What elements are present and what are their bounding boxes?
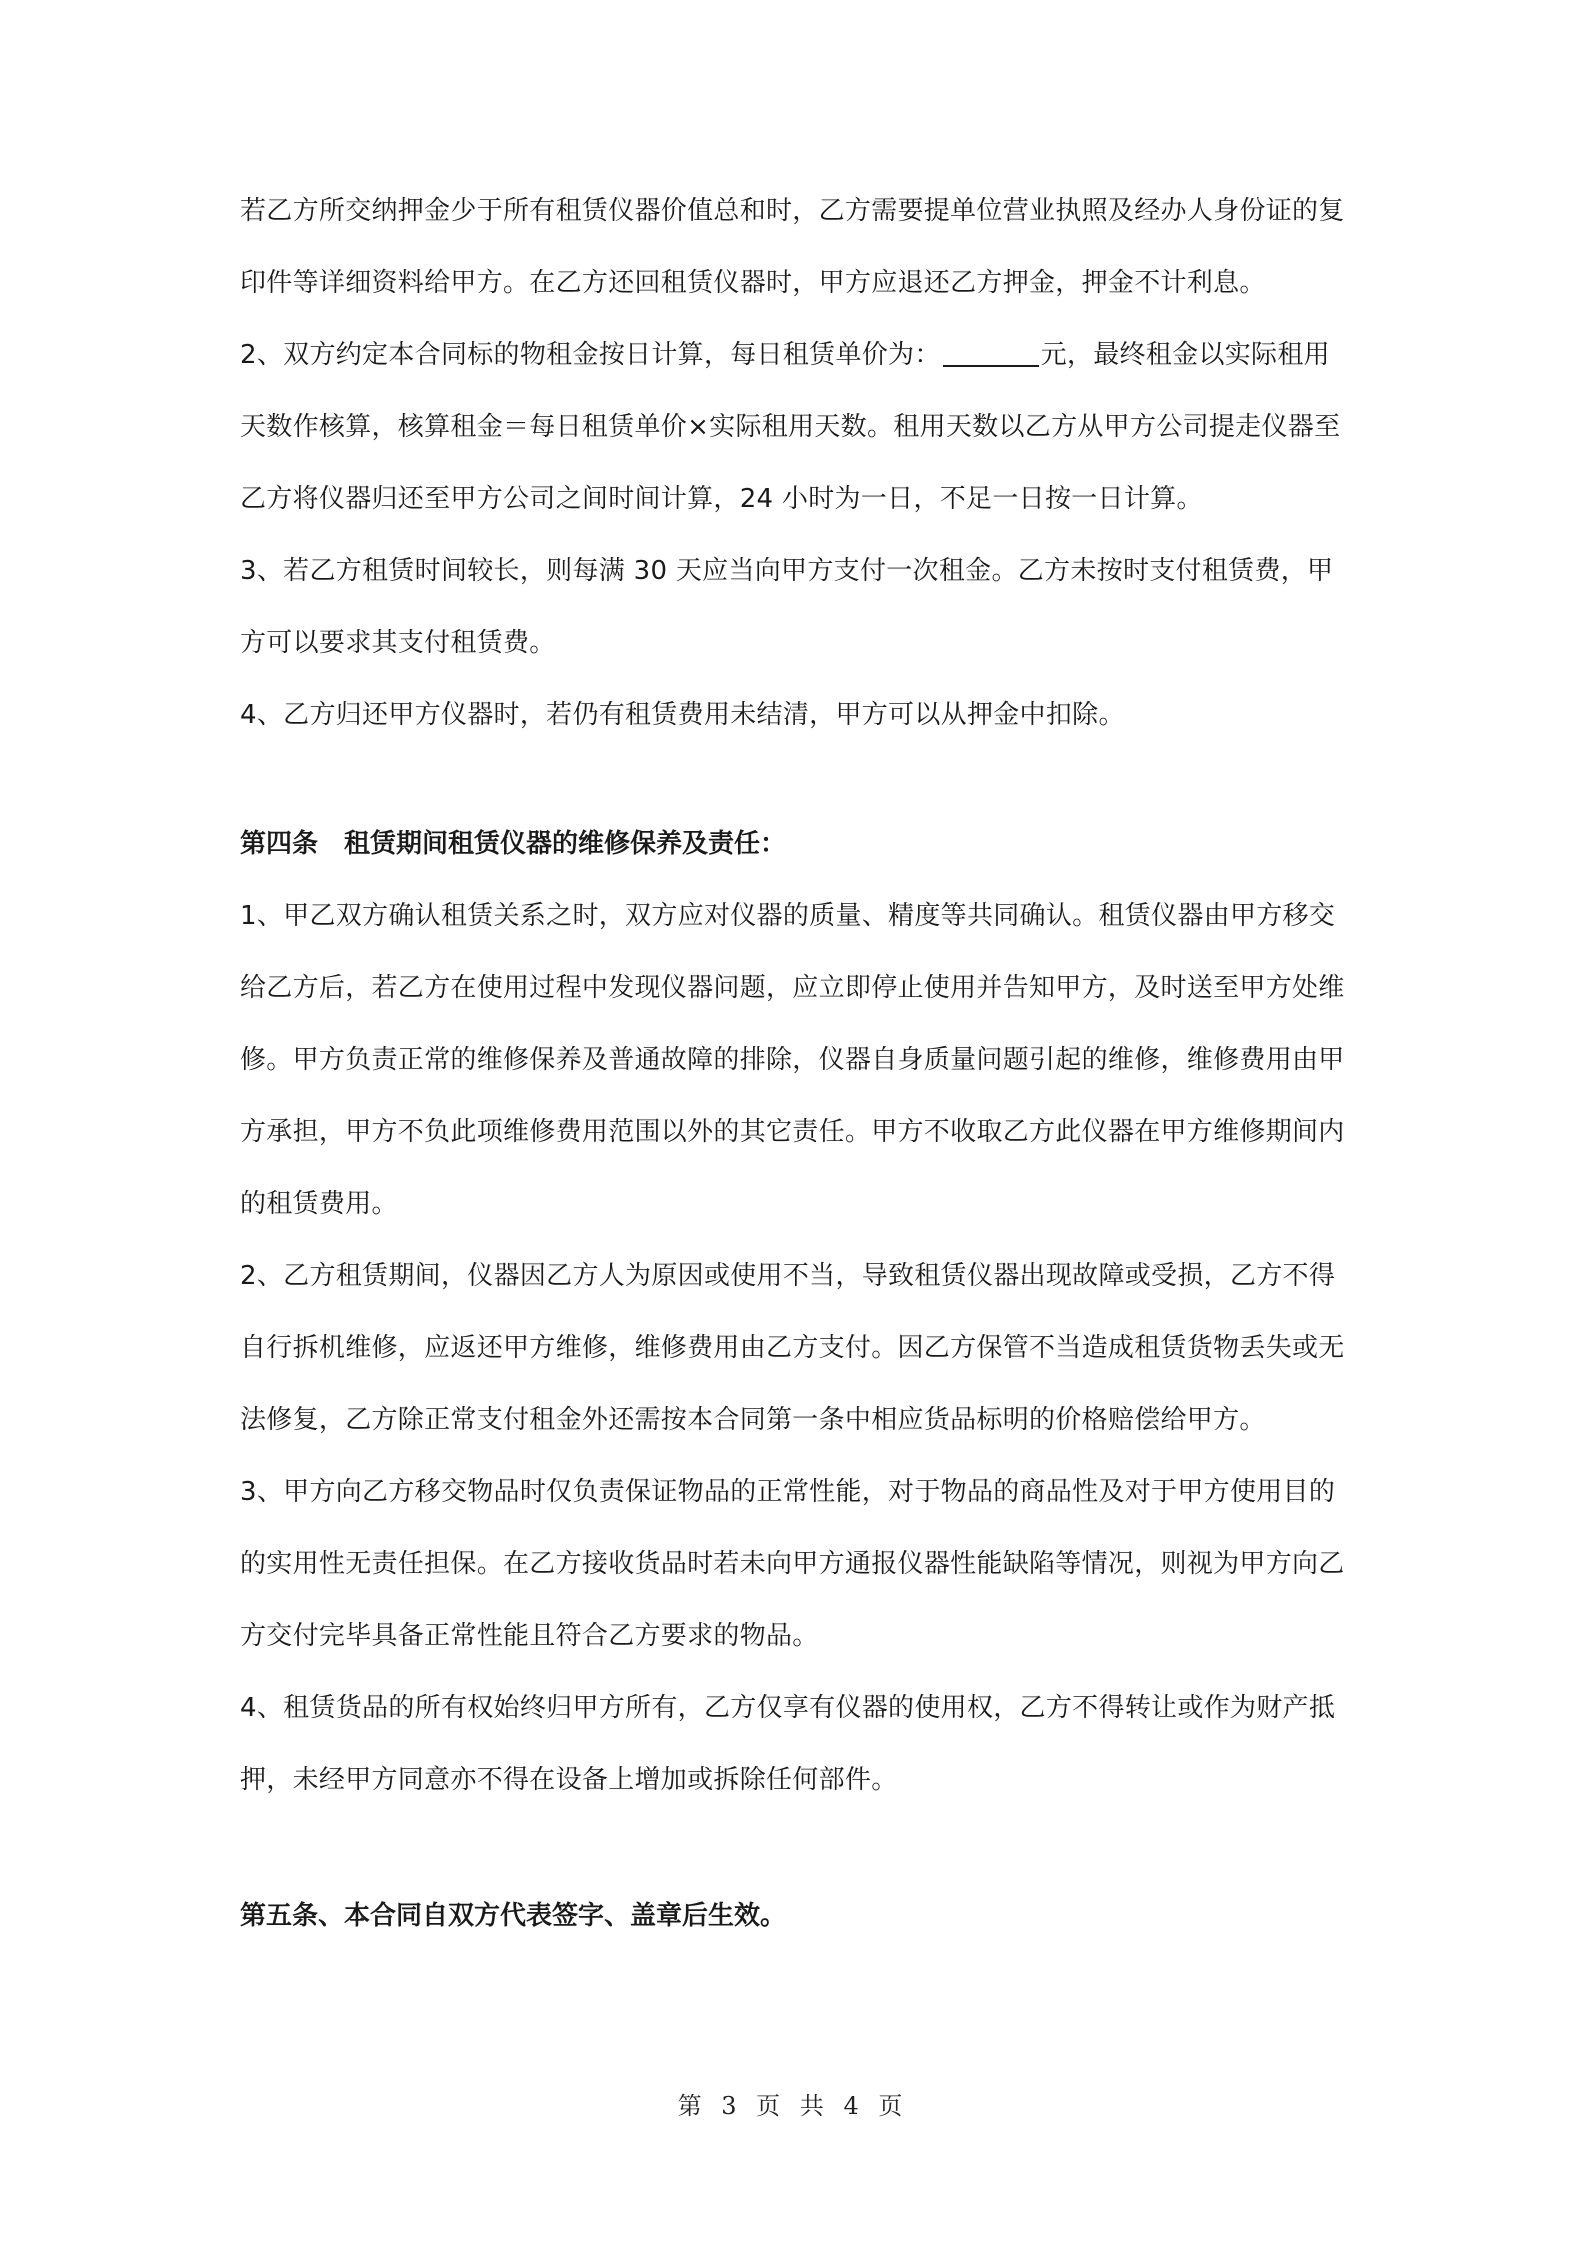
section4-item4: 4、租赁货品的所有权始终归甲方所有，乙方仅享有仪器的使用权，乙方不得转让或作为财产抵押，未经甲方同意亦不得在设备上增加或拆除任何部件。 (240, 1693, 1336, 1795)
page-indicator: 第 3 页 共 4 页 (677, 2092, 909, 2120)
section4-heading: 第四条 租赁期间租赁仪器的维修保养及责任： (240, 829, 787, 859)
section3-item2-lead: 2、双方约定本合同标的物租金按日计算，每日租赁单价为： (240, 340, 941, 370)
section4-item1: 1、甲乙双方确认租赁关系之时，双方应对仪器的质量、精度等共同确认。租赁仪器由甲方移交给乙方后，若乙方在使用过程中发现仪器问题，应立即停止使用并告知甲方，及时送至甲方处维修。甲方负责正常的维修保养及普通故障的排除，仪器自身质量问题引起的维修，维修费用由甲方承担，甲方不负此项维修费用范围以外的其它责任。甲方不收取乙方此仪器在甲方维修期间内的租赁费用。 (240, 901, 1345, 1219)
section4-item3: 3、甲方向乙方移交物品时仅负责保证物品的正常性能，对于物品的商品性及对于甲方使用目的的实用性无责任担保。在乙方接收货品时若未向甲方通报仪器性能缺陷等情况，则视为甲方向乙方交付完毕具备正常性能且符合乙方要求的物品。 (240, 1477, 1345, 1651)
unit-price-blank (943, 337, 1039, 367)
section3-item2 (240, 319, 1350, 535)
section3-body (240, 175, 1350, 751)
section4-body (240, 880, 1350, 1816)
section3-item2-rest: 元，最终租金以实际租用天数作核算，核算租金＝每日租赁单价×实际租用天数。租用天数以乙方从甲方公司提走仪器至乙方将仪器归还至甲方公司之间时间计算，24 小时为一日，不足一日按一日计算。 (240, 340, 1341, 514)
section3-continuation: 若乙方所交纳押金少于所有租赁仪器价值总和时，乙方需要提单位营业执照及经办人身份证的复印件等详细资料给甲方。在乙方还回租赁仪器时，甲方应退还乙方押金，押金不计利息。 (240, 196, 1345, 298)
section5-heading: 第五条、本合同自双方代表签字、盖章后生效。 (240, 1901, 787, 1931)
section4-item2: 2、乙方租赁期间，仪器因乙方人为原因或使用不当，导致租赁仪器出现故障或受损，乙方不得自行拆机维修，应返还甲方维修，维修费用由乙方支付。因乙方保管不当造成租赁货物丢失或无法修复，乙方除正常支付租金外还需按本合同第一条中相应货品标明的价格赔偿给甲方。 (240, 1261, 1345, 1435)
section3-item3: 3、若乙方租赁时间较长，则每满 30 天应当向甲方支付一次租金。乙方未按时支付租赁费，甲方可以要求其支付租赁费。 (240, 556, 1334, 658)
section3-item4: 4、乙方归还甲方仪器时，若仍有租赁费用未结清，甲方可以从押金中扣除。 (240, 700, 1125, 730)
